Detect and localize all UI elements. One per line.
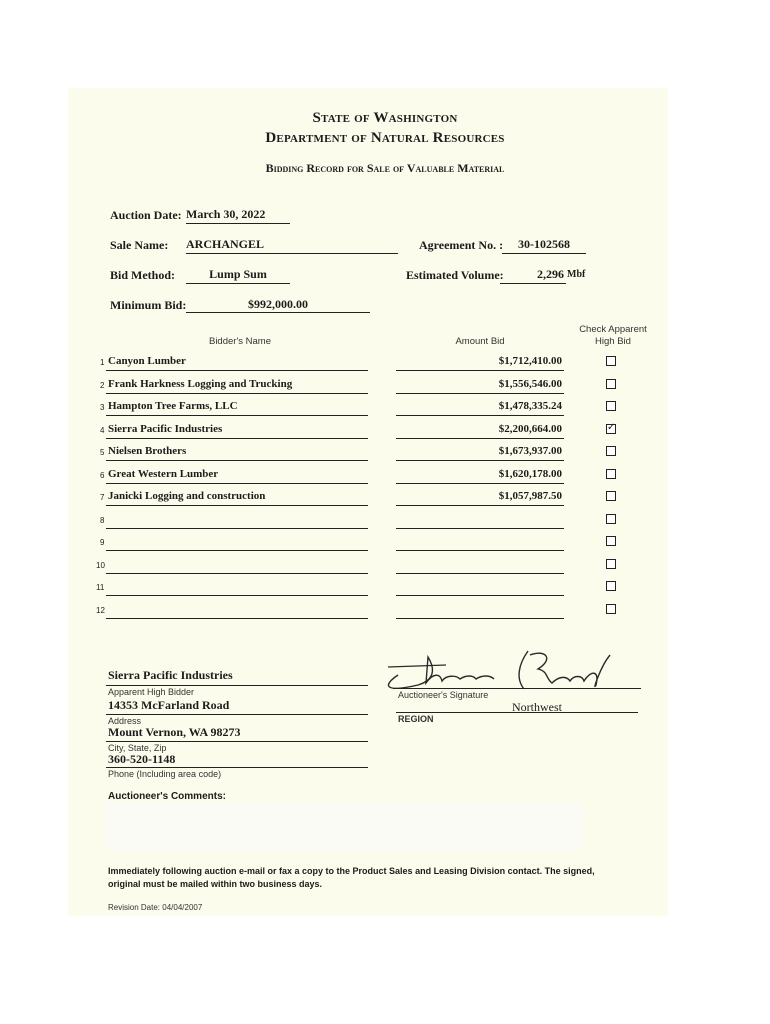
bidder-name-line: [106, 573, 368, 574]
bidder-name-line: [106, 550, 368, 551]
bidder-name: Canyon Lumber: [108, 355, 186, 367]
bidder-name-line: [106, 483, 368, 484]
bid-amount-line: [396, 573, 564, 574]
row-number: 6: [100, 471, 105, 480]
bid-amount-line: [396, 528, 564, 529]
row-number: 1: [100, 358, 105, 367]
high-bid-checkbox[interactable]: [606, 401, 616, 411]
agreement-value: 30-102568: [518, 237, 570, 251]
auction-date-line: [186, 223, 290, 224]
checkmark-icon: ✓: [607, 422, 616, 433]
row-number: 4: [100, 426, 105, 435]
agreement-line: [502, 253, 586, 254]
bidder-name-line: [106, 505, 368, 506]
high-bidder-address: 14353 McFarland Road: [108, 698, 230, 712]
bid-amount-line: [396, 438, 564, 439]
comments-box: [105, 803, 583, 851]
bid-amount-line: [396, 460, 564, 461]
high-bidder-phone-line: [106, 767, 368, 768]
column-header-check-line2: High Bid: [595, 336, 631, 347]
bid-method-value: Lump Sum: [209, 267, 267, 281]
agreement-label: Agreement No. :: [419, 238, 504, 252]
region-value: Northwest: [512, 700, 562, 714]
revision-date: Revision Date: 04/04/2007: [108, 903, 203, 912]
volume-line: [500, 283, 566, 284]
comments-label: Auctioneer's Comments:: [108, 791, 226, 802]
high-bidder-city-line: [106, 741, 368, 742]
bid-amount-line: [396, 505, 564, 506]
footer-notice: Immediately following auction e-mail or fax a copy to the Product Sales and Leasing Division contact. The signed, original must be mailed within two business days.: [108, 866, 595, 889]
minimum-bid-line: [186, 312, 370, 313]
region-caption: REGION: [398, 714, 434, 724]
form-subtitle: Bidding Record for Sale of Valuable Material: [265, 161, 505, 175]
bid-amount-line: [396, 550, 564, 551]
bid-amount: $1,556,546.00: [498, 378, 562, 390]
bidder-name: Great Western Lumber: [108, 468, 219, 480]
row-number: 10: [96, 561, 105, 570]
high-bid-checkbox[interactable]: [606, 446, 616, 456]
high-bid-checkbox-checked[interactable]: [606, 424, 616, 434]
high-bid-checkbox[interactable]: [606, 536, 616, 546]
high-bid-checkbox[interactable]: [606, 514, 616, 524]
bid-method-line: [186, 283, 290, 284]
high-bid-checkbox[interactable]: [606, 491, 616, 501]
row-number: 3: [100, 403, 105, 412]
sale-name-line: [186, 253, 398, 254]
bidder-name-line: [106, 393, 368, 394]
bid-amount-line: [396, 483, 564, 484]
auction-date-label: Auction Date:: [110, 208, 182, 222]
bid-amount: $1,620,178.00: [498, 468, 562, 480]
row-number: 12: [96, 606, 105, 615]
high-bidder-phone: 360-520-1148: [108, 752, 176, 766]
bid-amount-line: [396, 415, 564, 416]
volume-value: 2,296: [537, 267, 564, 281]
bid-amount: $2,200,664.00: [498, 423, 562, 435]
bid-amount-line: [396, 393, 564, 394]
sale-name-label: Sale Name:: [110, 238, 169, 252]
high-bidder-name-line: [106, 685, 368, 686]
bidder-name-line: [106, 438, 368, 439]
bid-amount: $1,712,410.00: [498, 355, 562, 367]
high-bid-checkbox[interactable]: [606, 469, 616, 479]
high-bidder-address-caption: Address: [108, 716, 142, 726]
signature-line: [393, 688, 641, 689]
high-bidder-name-caption: Apparent High Bidder: [108, 687, 195, 697]
row-number: 9: [100, 538, 105, 547]
region-line: [396, 712, 638, 713]
form-title-department: Department of Natural Resources: [265, 130, 505, 146]
bid-amount: $1,673,937.00: [498, 445, 562, 457]
bidder-name: Janicki Logging and construction: [108, 490, 266, 502]
bid-amount: $1,057,987.50: [498, 490, 562, 502]
bidder-name: Hampton Tree Farms, LLC: [108, 400, 238, 412]
minimum-bid-label: Minimum Bid:: [110, 298, 187, 312]
bid-amount-line: [396, 595, 564, 596]
bidder-name-line: [106, 528, 368, 529]
high-bid-checkbox[interactable]: [606, 379, 616, 389]
bidder-name: Frank Harkness Logging and Trucking: [108, 378, 293, 390]
column-header-amount: Amount Bid: [455, 336, 505, 347]
row-number: 7: [100, 493, 105, 502]
bid-amount: $1,478,335.24: [498, 400, 562, 412]
signature-caption: Auctioneer's Signature: [398, 690, 489, 700]
high-bid-checkbox[interactable]: [606, 581, 616, 591]
high-bid-checkbox[interactable]: [606, 356, 616, 366]
bidder-name: Sierra Pacific Industries: [108, 423, 223, 435]
high-bidder-name: Sierra Pacific Industries: [108, 668, 233, 682]
bid-method-label: Bid Method:: [110, 268, 176, 282]
column-header-bidder: Bidder's Name: [208, 336, 271, 347]
bidder-name-line: [106, 618, 368, 619]
high-bid-checkbox[interactable]: [606, 559, 616, 569]
column-header-check-line1: Check Apparent: [579, 324, 647, 335]
sale-name-value: ARCHANGEL: [186, 237, 265, 251]
row-number: 11: [96, 583, 105, 592]
bid-amount-line: [396, 618, 564, 619]
row-number: 5: [100, 448, 105, 457]
bidder-name-line: [106, 595, 368, 596]
minimum-bid-value: $992,000.00: [248, 297, 308, 311]
bidder-name: Nielsen Brothers: [108, 445, 187, 457]
high-bidder-city: Mount Vernon, WA 98273: [108, 725, 241, 739]
bidder-name-line: [106, 415, 368, 416]
bidder-name-line: [106, 460, 368, 461]
auction-date-value: March 30, 2022: [186, 207, 266, 221]
bidder-name-line: [106, 370, 368, 371]
row-number: 8: [100, 516, 105, 525]
row-number: 2: [100, 381, 105, 390]
volume-unit: Mbf: [567, 269, 586, 280]
form-title-state: State of Washington: [312, 110, 458, 126]
bid-amount-line: [396, 370, 564, 371]
high-bid-checkbox[interactable]: [606, 604, 616, 614]
high-bidder-city-caption: City, State, Zip: [108, 743, 167, 753]
high-bidder-phone-caption: Phone (Including area code): [108, 769, 222, 779]
volume-label: Estimated Volume:: [406, 268, 504, 282]
high-bidder-address-line: [106, 714, 368, 715]
